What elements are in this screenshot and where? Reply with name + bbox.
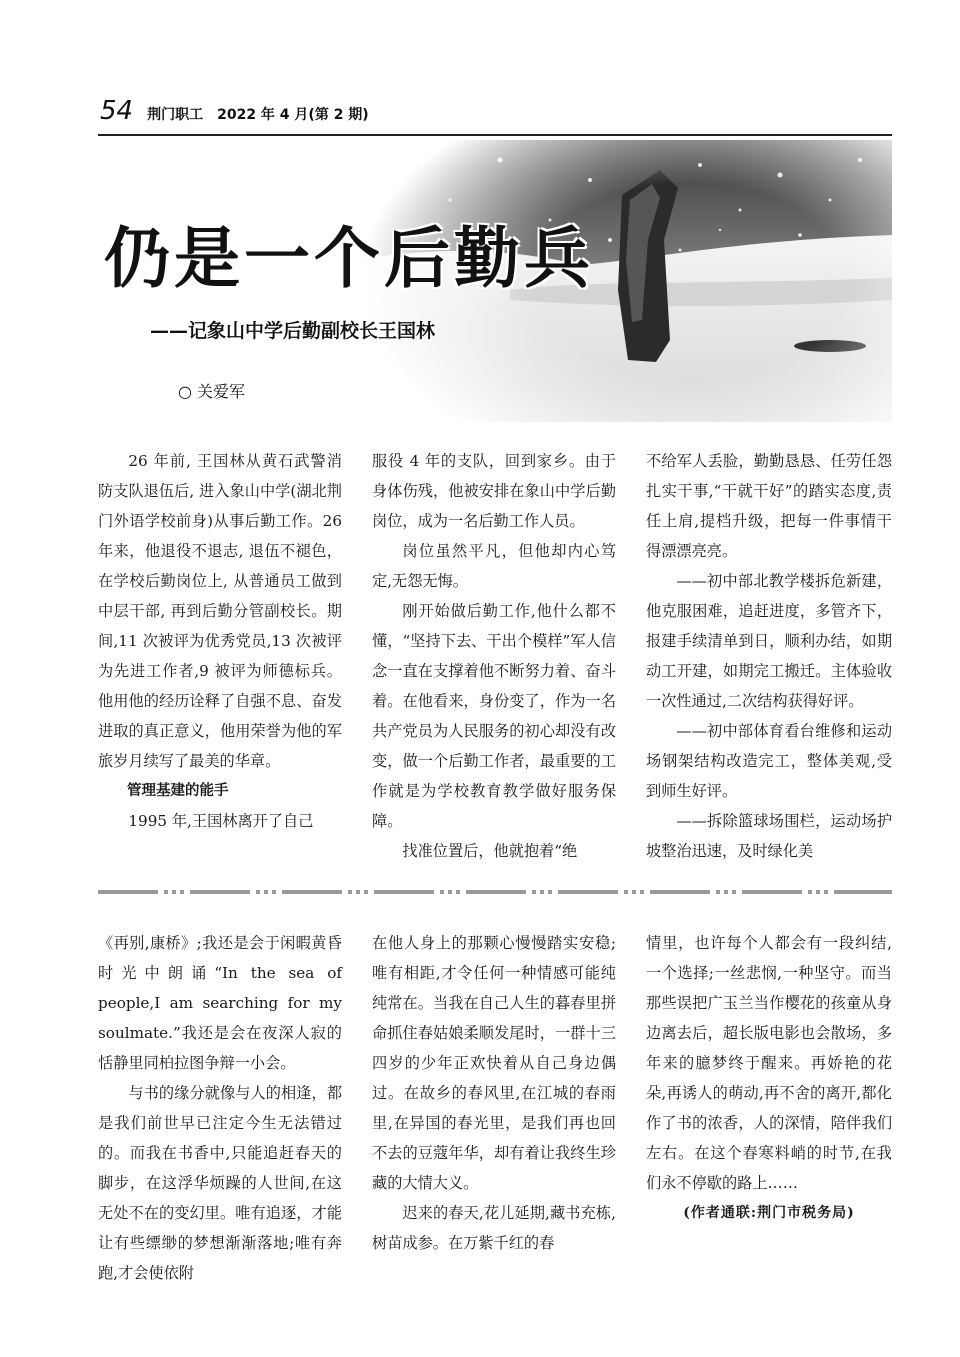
prev-article-column-3 (646, 928, 892, 1228)
author-contact: (作者通联:荆门市税务局) (683, 1205, 855, 1221)
page-header (100, 96, 369, 126)
page-number: 54 (100, 96, 134, 126)
article-column-2 (372, 446, 616, 866)
journal-name: 荆门职工 (147, 107, 204, 123)
article-column-3 (646, 446, 892, 866)
prev-article-column-2 (372, 928, 616, 1258)
paragraph: 找准位置后，他就抱着“绝 (402, 842, 578, 860)
paragraph: 在他人身上的那颗心慢慢踏实安稳;唯有相距,才令任何一种情感可能纯纯常在。当我在自己人生的暮春里拼命抓住春姑娘柔顺发尾时，一群十三四岁的少年正欢快着从自己身边偶过。在故乡的春风里,在江城的春雨里,在异国的春光里，是我们再也回不去的豆蔻年华，却有着让我终生珍藏的大情大义。 (372, 934, 616, 1192)
paragraph: 不给军人丢脸，勤勤恳恳、任劳任怨扎实干事,“干就干好”的踏实态度,责任上肩,提档升级，把每一件事情干得漂漂亮亮。 (646, 452, 892, 560)
section-divider (98, 888, 892, 896)
paragraph: 迟来的春天,花儿延期,藏书充栋,树苗成参。在万紫千红的春 (372, 1204, 616, 1252)
paragraph: 《再别,康桥》;我还是会于闲暇黄昏时光中朗诵“In the sea of people,I am searching for my soulmate.”我还是会在夜深人寂的恬静里同柏拉图争辩一小会。 (98, 934, 342, 1072)
paragraph: 服役 4 年的支队，回到家乡。由于身体伤残，他被安排在象山中学后勤岗位，成为一名后勤工作人员。 (372, 452, 616, 530)
paragraph: 情里，也许每个人都会有一段纠结,一个选择;一丝悲悯,一种坚守。而当那些误把广玉兰当作樱花的孩童从身边离去后，超长版电影也会散场，多年来的臆梦终于醒来。再娇艳的花朵,再诱人的萌动,再不舍的离开,都化作了书的浓香，人的深情，陪伴我们左右。在这个春寒料峭的时节,在我们永不停歇的路上…… (646, 934, 892, 1192)
article-column-1 (98, 446, 342, 836)
paragraph: ——拆除篮球场围栏，运动场护坡整治迅速，及时绿化美 (646, 812, 892, 860)
paragraph: ——初中部北教学楼拆危新建，他克服困难，追赶进度，多管齐下，报建手续清单到日，顺利办结，如期动工开建，如期完工搬迁。主体验收一次性通过,二次结构获得好评。 (646, 572, 892, 710)
header-rule (98, 134, 892, 136)
prev-article-column-1 (98, 928, 342, 1288)
article-subtitle: ——记象山中学后勤副校长王国林 (150, 320, 436, 342)
paragraph: 岗位虽然平凡，但他却内心笃定,无怨无悔。 (372, 542, 616, 590)
paragraph: ——初中部体育看台维修和运动场钢架结构改造完工，整体美观,受到师生好评。 (646, 722, 892, 800)
article-byline: ○ 关爱军 (178, 382, 246, 401)
paragraph: 刚开始做后勤工作,他什么都不懂，“坚持下去、干出个模样”军人信念一直在支撑着他不断努力着、奋斗着。在他看来，身份变了，作为一名共产党员为人民服务的初心却没有改变，做一个后勤工作者，最重要的工作就是为学校教育教学做好服务保障。 (372, 602, 616, 830)
section-heading: 管理基建的能手 (127, 783, 229, 799)
paragraph: 与书的缘分就像与人的相逢，都是我们前世早已注定今生无法错过的。而我在书香中,只能追赶春天的脚步，在这浮华烦躁的人世间,在这无处不在的变幻里。唯有追逐，才能让有些缥缈的梦想渐渐落地;唯有奔跑,才会使依附 (98, 1084, 342, 1282)
article-title: 仍是一个后勤兵 (104, 219, 594, 297)
paragraph: 1995 年,王国林离开了自己 (128, 812, 314, 830)
paragraph: 26 年前, 王国林从黄石武警消防支队退伍后, 进入象山中学(湖北荆门外语学校前身)从事后勤工作。26 年来，他退役不退志, 退伍不褪色，在学校后勤岗位上, 从普通员工做到中层干部, 再到后勤分管副校长。期间,11 次被评为优秀党员,13 次被评为先进工作者,9 被评为师德标兵。他用他的经历诠释了自强不息、奋发进取的真正意义，他用荣誉为他的军旅岁月续写了最美的华章。 (98, 452, 342, 770)
issue-date: 2022 年 4 月(第 2 期) (217, 107, 369, 123)
